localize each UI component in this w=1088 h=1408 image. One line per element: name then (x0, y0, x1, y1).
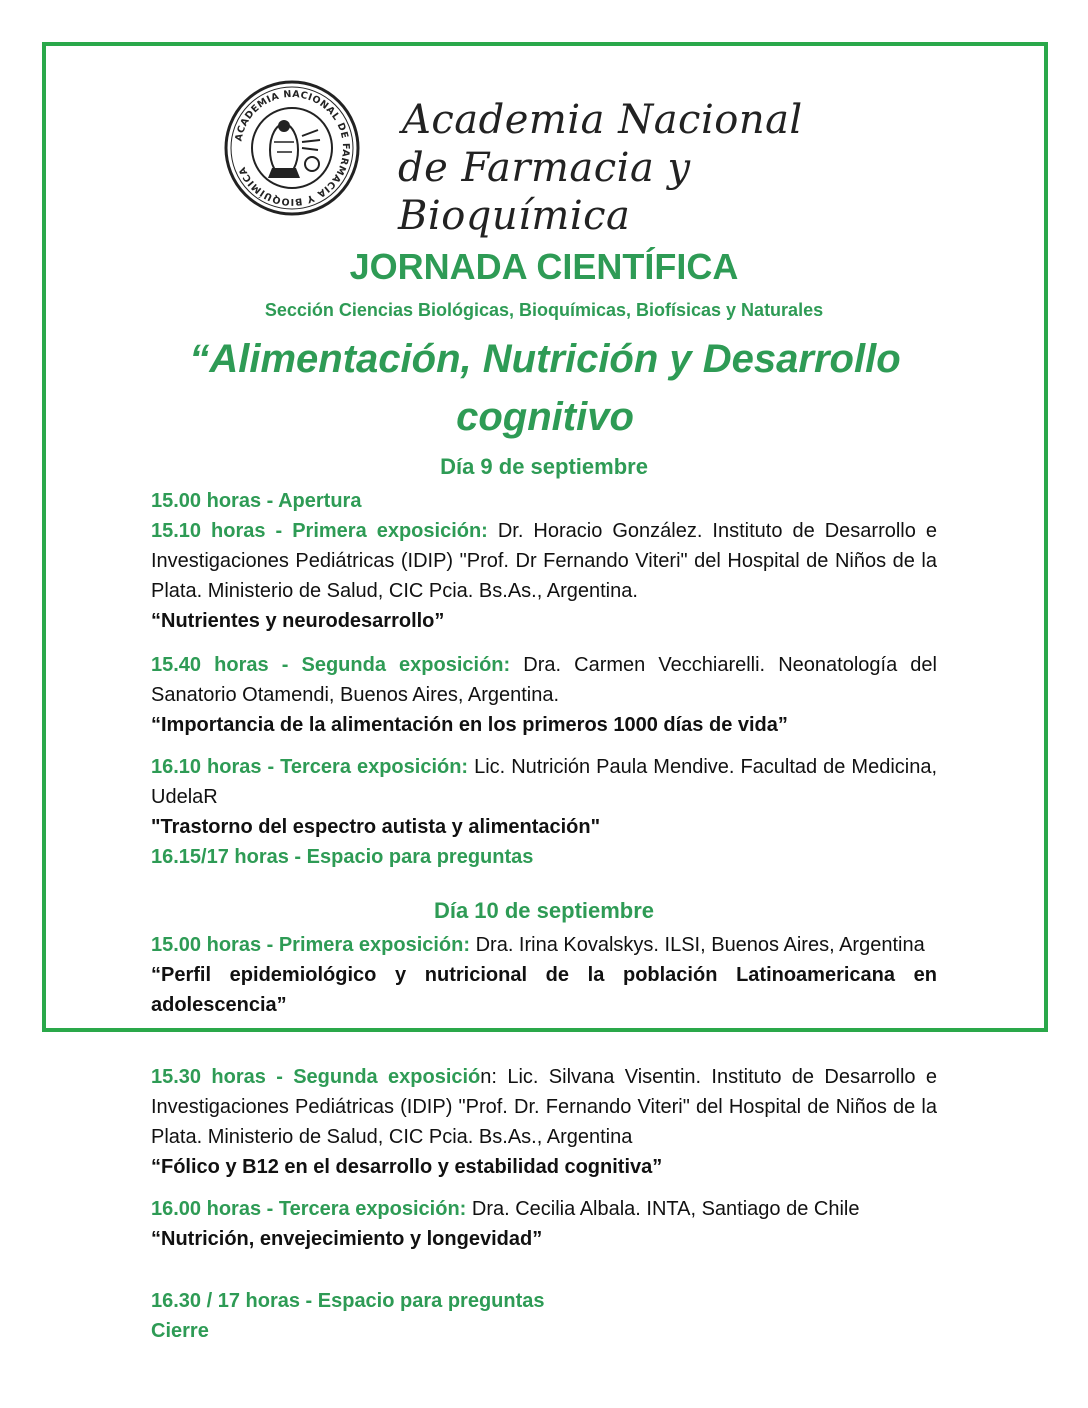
day2-talk2-speaker: Lic. Silvana Visentin. Instituto de Desarrollo e Investigaciones Pediátricas (IDIP) "Prof. Dr. Fernando Viteri" del Hospital de Niños de la Plata. Ministerio de Salud, CIC Pcia. Bs.As., Argentina (151, 1066, 938, 1148)
day2-talk1-label: 15.00 horas - Primera exposición: (151, 934, 471, 956)
day1-opening (151, 486, 937, 516)
event-section: Sección Ciencias Biológicas, Bioquímicas, Biofísicas y Naturales (264, 300, 824, 320)
day2-talk2-title: “Fólico y B12 en el desarrollo y estabilidad cognitiva” (151, 1156, 663, 1178)
day1-talk1-speaker: Dr. Horacio González. Instituto de Desarrollo e Investigaciones Pediátricas (IDIP) "Prof. Dr Fernando Viteri" del Hospital de Niños de la Plata. Ministerio de Salud, CIC Pcia. Bs.As., Argentina. (151, 520, 937, 602)
day1-talk3 (151, 752, 937, 872)
event-title: JORNADA CIENTÍFICA (349, 246, 739, 287)
day2-talk3-title: “Nutrición, envejecimiento y longevidad” (151, 1228, 543, 1250)
day2-closing-block (151, 1286, 937, 1346)
day1-talk2-speaker: Dra. Carmen Vecchiarelli. Neonatología del Sanatorio Otamendi, Buenos Aires, Argentina. (151, 654, 937, 706)
academy-name-line1: Academia Nacional (402, 97, 803, 143)
event-theme (80, 330, 1010, 446)
event-theme-line2: cognitivo (456, 395, 634, 439)
day1-talk1-title: “Nutrientes y neurodesarrollo” (151, 610, 445, 632)
day2-talk1-speaker: Dra. Irina Kovalskys. ILSI, Buenos Aires, Argentina (470, 934, 925, 956)
day2-talk3-speaker: Dra. Cecilia Albala. INTA, Santiago de Chile (466, 1198, 860, 1220)
academy-header (222, 78, 862, 239)
day1-talk2-title: “Importancia de la alimentación en los primeros 1000 días de vida” (151, 714, 788, 736)
academy-name-line2: de Farmacia y Bioquímica (398, 145, 691, 239)
academy-name (398, 96, 862, 240)
day1-talk2 (151, 650, 937, 740)
event-theme-line1: “Alimentación, Nutrición y Desarrollo (189, 337, 901, 381)
svg-text:ACADEMIA NACIONAL DE FARMACIA: ACADEMIA NACIONAL DE FARMACIA Y BIOQUÍMICA (233, 88, 352, 208)
day1-heading: Día 9 de septiembre (440, 454, 648, 479)
day2-talk1 (151, 930, 937, 1020)
day1-talk1-label: 15.10 horas - Primera exposición: (151, 520, 488, 542)
academy-seal-logo (222, 78, 362, 218)
day1-questions: 16.15/17 horas - Espacio para preguntas (151, 846, 534, 868)
day1-talk3-label: 16.10 horas - Tercera exposición: (151, 756, 469, 778)
day2-talk2-label-tail: n: (480, 1066, 497, 1088)
day2-talk2-label: 15.30 horas - Segunda exposició (151, 1066, 481, 1088)
day2-talk1-title: “Perfil epidemiológico y nutricional de la población Latinoamericana en adolescencia” (151, 964, 937, 1016)
day2-talk3-label: 16.00 horas - Tercera exposición: (151, 1198, 467, 1220)
day1-opening-label: 15.00 horas - Apertura (151, 490, 362, 512)
day2-closing: Cierre (151, 1320, 209, 1342)
day1-talk2-label: 15.40 horas - Segunda exposición: (151, 654, 511, 676)
day1-talk3-title: "Trastorno del espectro autista y alimentación" (151, 816, 601, 838)
day1-talk1 (151, 516, 937, 636)
day2-talk3 (151, 1194, 937, 1254)
day2-heading: Día 10 de septiembre (433, 898, 655, 923)
day2-talk2 (151, 1062, 937, 1182)
day1-talk3-speaker: Lic. Nutrición Paula Mendive. Facultad de Medicina, UdelaR (151, 756, 938, 808)
day2-questions: 16.30 / 17 horas - Espacio para preguntas (151, 1290, 545, 1312)
